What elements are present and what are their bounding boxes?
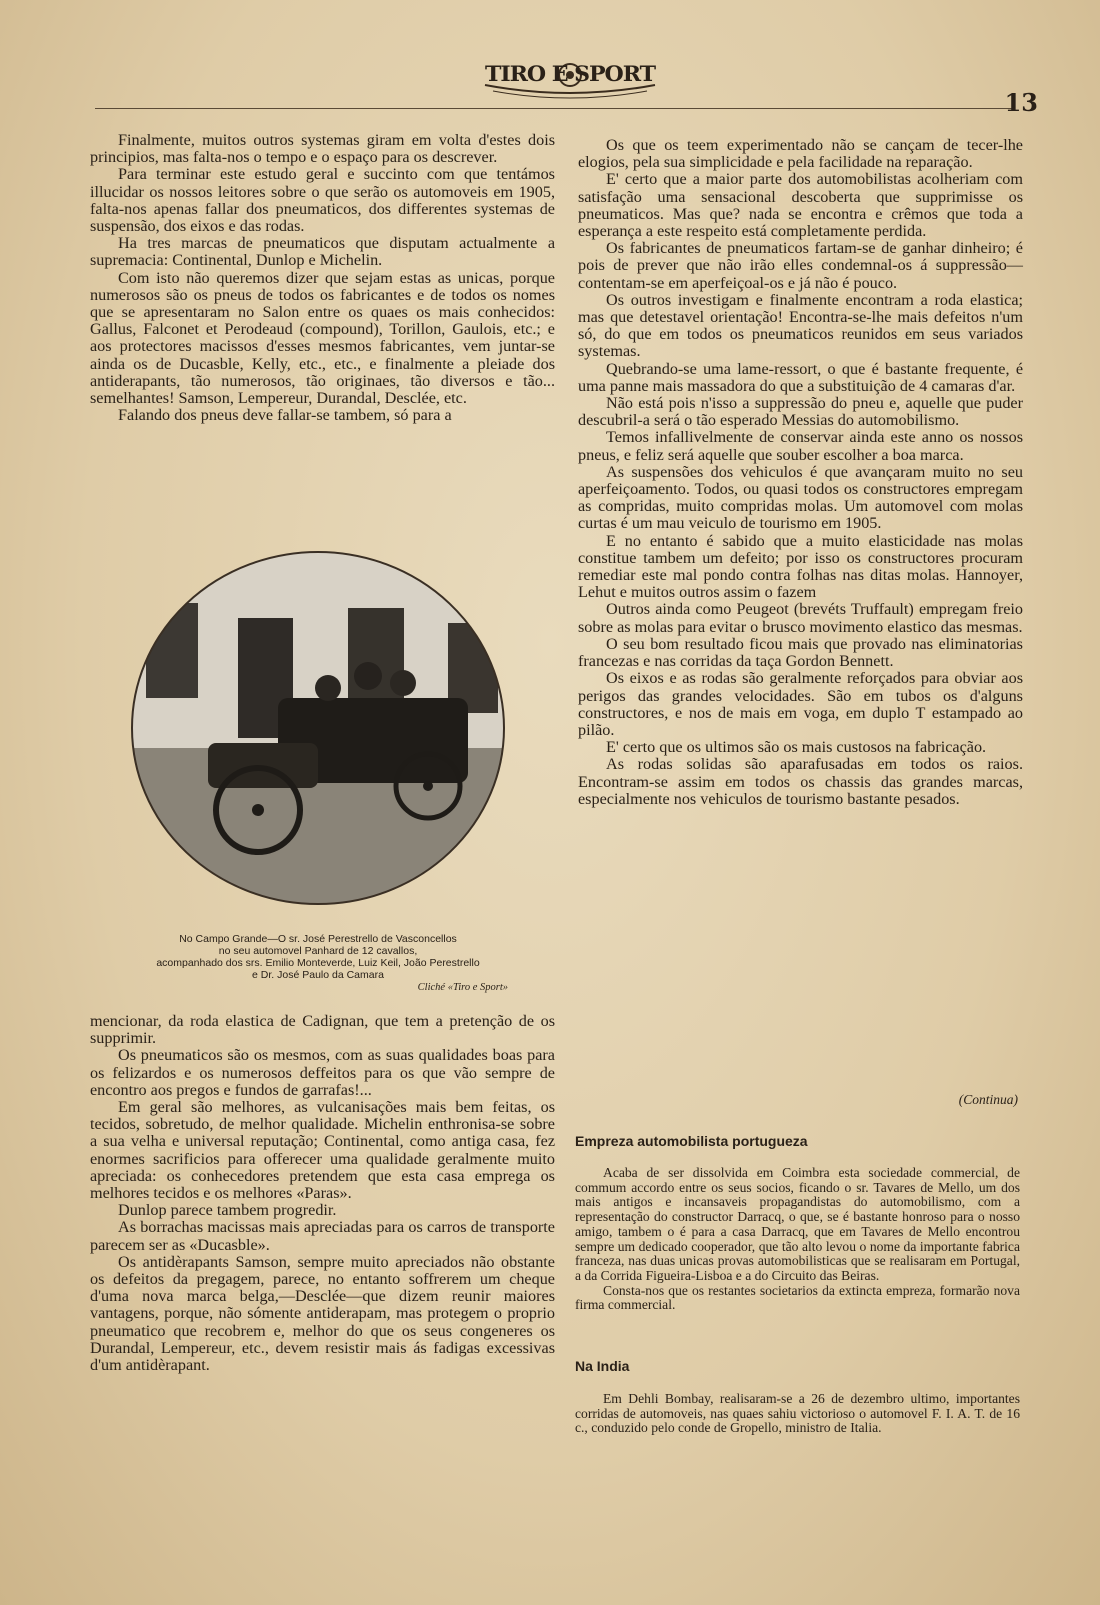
photo-caption [128, 933, 508, 981]
section-heading-india: Na India [575, 1358, 630, 1374]
caption-line: no seu automovel Panhard de 12 cavallos, [218, 945, 418, 957]
paragraph: Finalmente, muitos outros systemas giram em volta d'estes dois principios, mas falta-nos o tempo e o espaço para os descrever. [90, 131, 555, 167]
caption-line: e Dr. José Paulo da Camara [252, 969, 384, 981]
masthead-title: TIRO E SPORT [485, 61, 657, 86]
masthead-logo [475, 45, 665, 103]
paragraph: Os fabricantes de pneumaticos fartam-se de ganhar dinheiro; é pois de prever que não irão elles condemnal-os á suppressão—contentam-se em aperfeiçoal-os e já não é pouco. [578, 239, 1023, 292]
paragraph: Falando dos pneus deve fallar-se tambem, só para a [118, 406, 452, 425]
section-heading-empreza: Empreza automobilista portugueza [575, 1133, 808, 1149]
photo-credit: Cliché «Tiro e Sport» [417, 982, 508, 993]
paragraph: Quebrando-se uma lame-ressort, o que é bastante frequente, é uma panne mais massadora do que a substituição de 4 camaras d'ar. [578, 359, 1023, 395]
left-column-top [90, 132, 555, 424]
paragraph: Os outros investigam e finalmente encontram a roda elastica; mas que detestavel orientação! Encontra-se-lhe mais defeitos n'um só, do que em todos os pneumaticos reunidos em seus variados systemas. [578, 290, 1023, 361]
paragraph: mencionar, da roda elastica de Cadignan, que tem a pretenção de os supprimir. [90, 1012, 555, 1048]
section-body-india [575, 1392, 1020, 1436]
continua-note: (Continua) [958, 1092, 1018, 1107]
header-rule [95, 108, 1015, 109]
paragraph: E no entanto é sabido que a muito elasticidade nas molas constitue tambem um defeito; por isso os constructores procuram remediar este mal pondo contra folhas nas ditas molas. Hannoyer, Lehut e muitos outros assim o fazem [578, 531, 1023, 602]
paragraph: Consta-nos que os restantes societarios da extincta empreza, formarão nova firma commercial. [575, 1282, 1020, 1313]
paragraph: E' certo que a maior parte dos automobilistas acolheriam com satisfação uma sensacional descoberta que supprimisse os pneumaticos. Mas que? nada se encontra e crêmos que toda a esperança a este respeito está completamente perdida. [578, 170, 1023, 241]
caption-line: No Campo Grande—O sr. José Perestrello de Vasconcellos [179, 933, 457, 945]
paragraph: Os que os teem experimentado não se cançam de tecer-lhe elogios, pela sua simplicidade e pela facilidade na reparação. [578, 136, 1023, 172]
paragraph: Dunlop parece tambem progredir. [118, 1201, 337, 1220]
section-body-empreza [575, 1166, 1020, 1313]
left-column-bottom [90, 1013, 555, 1374]
paragraph: Os pneumaticos são os mesmos, com as suas qualidades boas para os felizardos e os numerosos deffeitos para os que vão sempre de encontro aos pregos e fundos de garrafas!... [90, 1046, 555, 1099]
automobile-photo [128, 548, 508, 908]
paragraph: E' certo que os ultimos são os mais custosos na fabricação. [606, 738, 987, 757]
paragraph: Temos infallivelmente de conservar ainda este anno os nossos pneus, e feliz será aquelle que souber escolher a boa marca. [578, 428, 1023, 464]
paragraph: As suspensões dos vehiculos é que avançaram muito no seu aperfeiçoamento. Todos, ou quasi todos os constructores empregam as compridas, muito compridas molas. Um automovel com molas curtas é um mau veiculo de tourismo em 1905. [578, 462, 1023, 533]
paragraph: Os eixos e as rodas são geralmente reforçados para obviar aos perigos das grandes velocidades. São em tubos os d'alguns constructores, e nos de mais em voga, em duplo T estampado ao pilão. [578, 669, 1023, 739]
paragraph: Para terminar este estudo geral e succinto com que tentámos illucidar os nossos leitores sobre o que serão os automoveis em 1905, falta-nos apenas fallar dos pneumaticos, dos differentes systemas de suspensão, dos eixos e das rodas. [90, 165, 555, 236]
caption-line: acompanhado dos srs. Emilio Monteverde, Luiz Keil, João Perestrello [156, 957, 480, 969]
paragraph: Outros ainda como Peugeot (brevéts Truffault) empregam freio sobre as molas para evitar o brusco movimento elastico das mesmas. [578, 600, 1023, 636]
paragraph: Ha tres marcas de pneumaticos que disputam actualmente a supremacia: Continental, Dunlop e Michelin. [90, 234, 555, 270]
paragraph: O seu bom resultado ficou mais que provado nas eliminatorias francezas e nas corridas da taça Gordon Bennett. [578, 634, 1023, 671]
paragraph: As borrachas macissas mais apreciadas para os carros de transporte parecem ser as «Ducasble». [90, 1218, 555, 1254]
paragraph: Acaba de ser dissolvida em Coimbra esta sociedade commercial, de commum accordo entre os seus socios, ficando o sr. Tavares de Mello, um dos mais antigos e incansaveis propagandistas do automobilismo, com a representação do constructor Darracq, o que, se é bastante honroso para o nosso amigo, tambem o é para a casa Darracq, que em Tavares de Mello encontrou sempre um dedicado cooperador, que tão alto levou o nome da importante fabrica franceza, nas duas unicas provas automobilisticas que se realisaram em Portugal, a da Corrida Figueira-Lisboa e a do Circuito das Beiras. [575, 1165, 1020, 1283]
right-column [578, 137, 1023, 808]
page-number: 13 [1004, 88, 1038, 117]
paragraph: Com isto não queremos dizer que sejam estas as unicas, porque numerosos são os pneus de todos os fabricantes e de todos os nomes que se apresentaram no Salon entre os quaes os mais conhecidos: Gallus, Falconet et Perodeaud (compound), Torillon, Gaulois, etc.; e aos protectores macissos d'esses mesmos fabricantes, vem juntar-se ainda os de Ducasble, Kelly, etc., etc., e finalmente a pleiade dos antiderapants, tão numerosos, tão originaes, tão diversos e tão... semelhantes! Samson, Lempereur, Durandal, Desclée, etc. [90, 268, 555, 408]
paragraph: Não está pois n'isso a suppressão do pneu e, aquelle que puder descubril-a será o tão esperado Messias do automobilismo. [578, 394, 1023, 430]
paragraph: Os antidèrapants Samson, sempre muito apreciados não obstante os defeitos da pregagem, parece, no entanto soffrerem um cheque d'uma nova marca belga,—Desclée—que dizem reunir maiores vantagens, porque, não sómente antiderapam, mas protegem o proprio pneumatico que recobrem e, melhor do que os seus congeneres os Durandal, Lempereur, etc., devem resistir mais ás fadigas excessivas d'um antidèrapant. [90, 1252, 555, 1375]
paragraph: Em geral são melhores, as vulcanisações mais bem feitas, os tecidos, sobretudo, de melhor qualidade. Michelin enthronisa-se sobre a sua velha e universal reputação; Continental, como antiga casa, fez enormes sacrificios para offerecer uma qualidade geralmente muito apreciada: os conhecedores pretendem que esta casa emprega os melhores tecidos e os melhores «Paras». [90, 1098, 555, 1203]
paragraph: As rodas solidas são aparafusadas em todos os raios. Encontram-se assim em todos os chassis das grandes marcas, especialmente nos vehiculos de tourismo bastante pesados. [578, 755, 1023, 808]
paragraph: Em Dehli Bombay, realisaram-se a 26 de dezembro ultimo, importantes corridas de automoveis, nas quaes sahiu victorioso o automovel F. I. A. T. de 16 c., conduzido pelo conde de Gropello, ministro de Italia. [575, 1391, 1020, 1436]
